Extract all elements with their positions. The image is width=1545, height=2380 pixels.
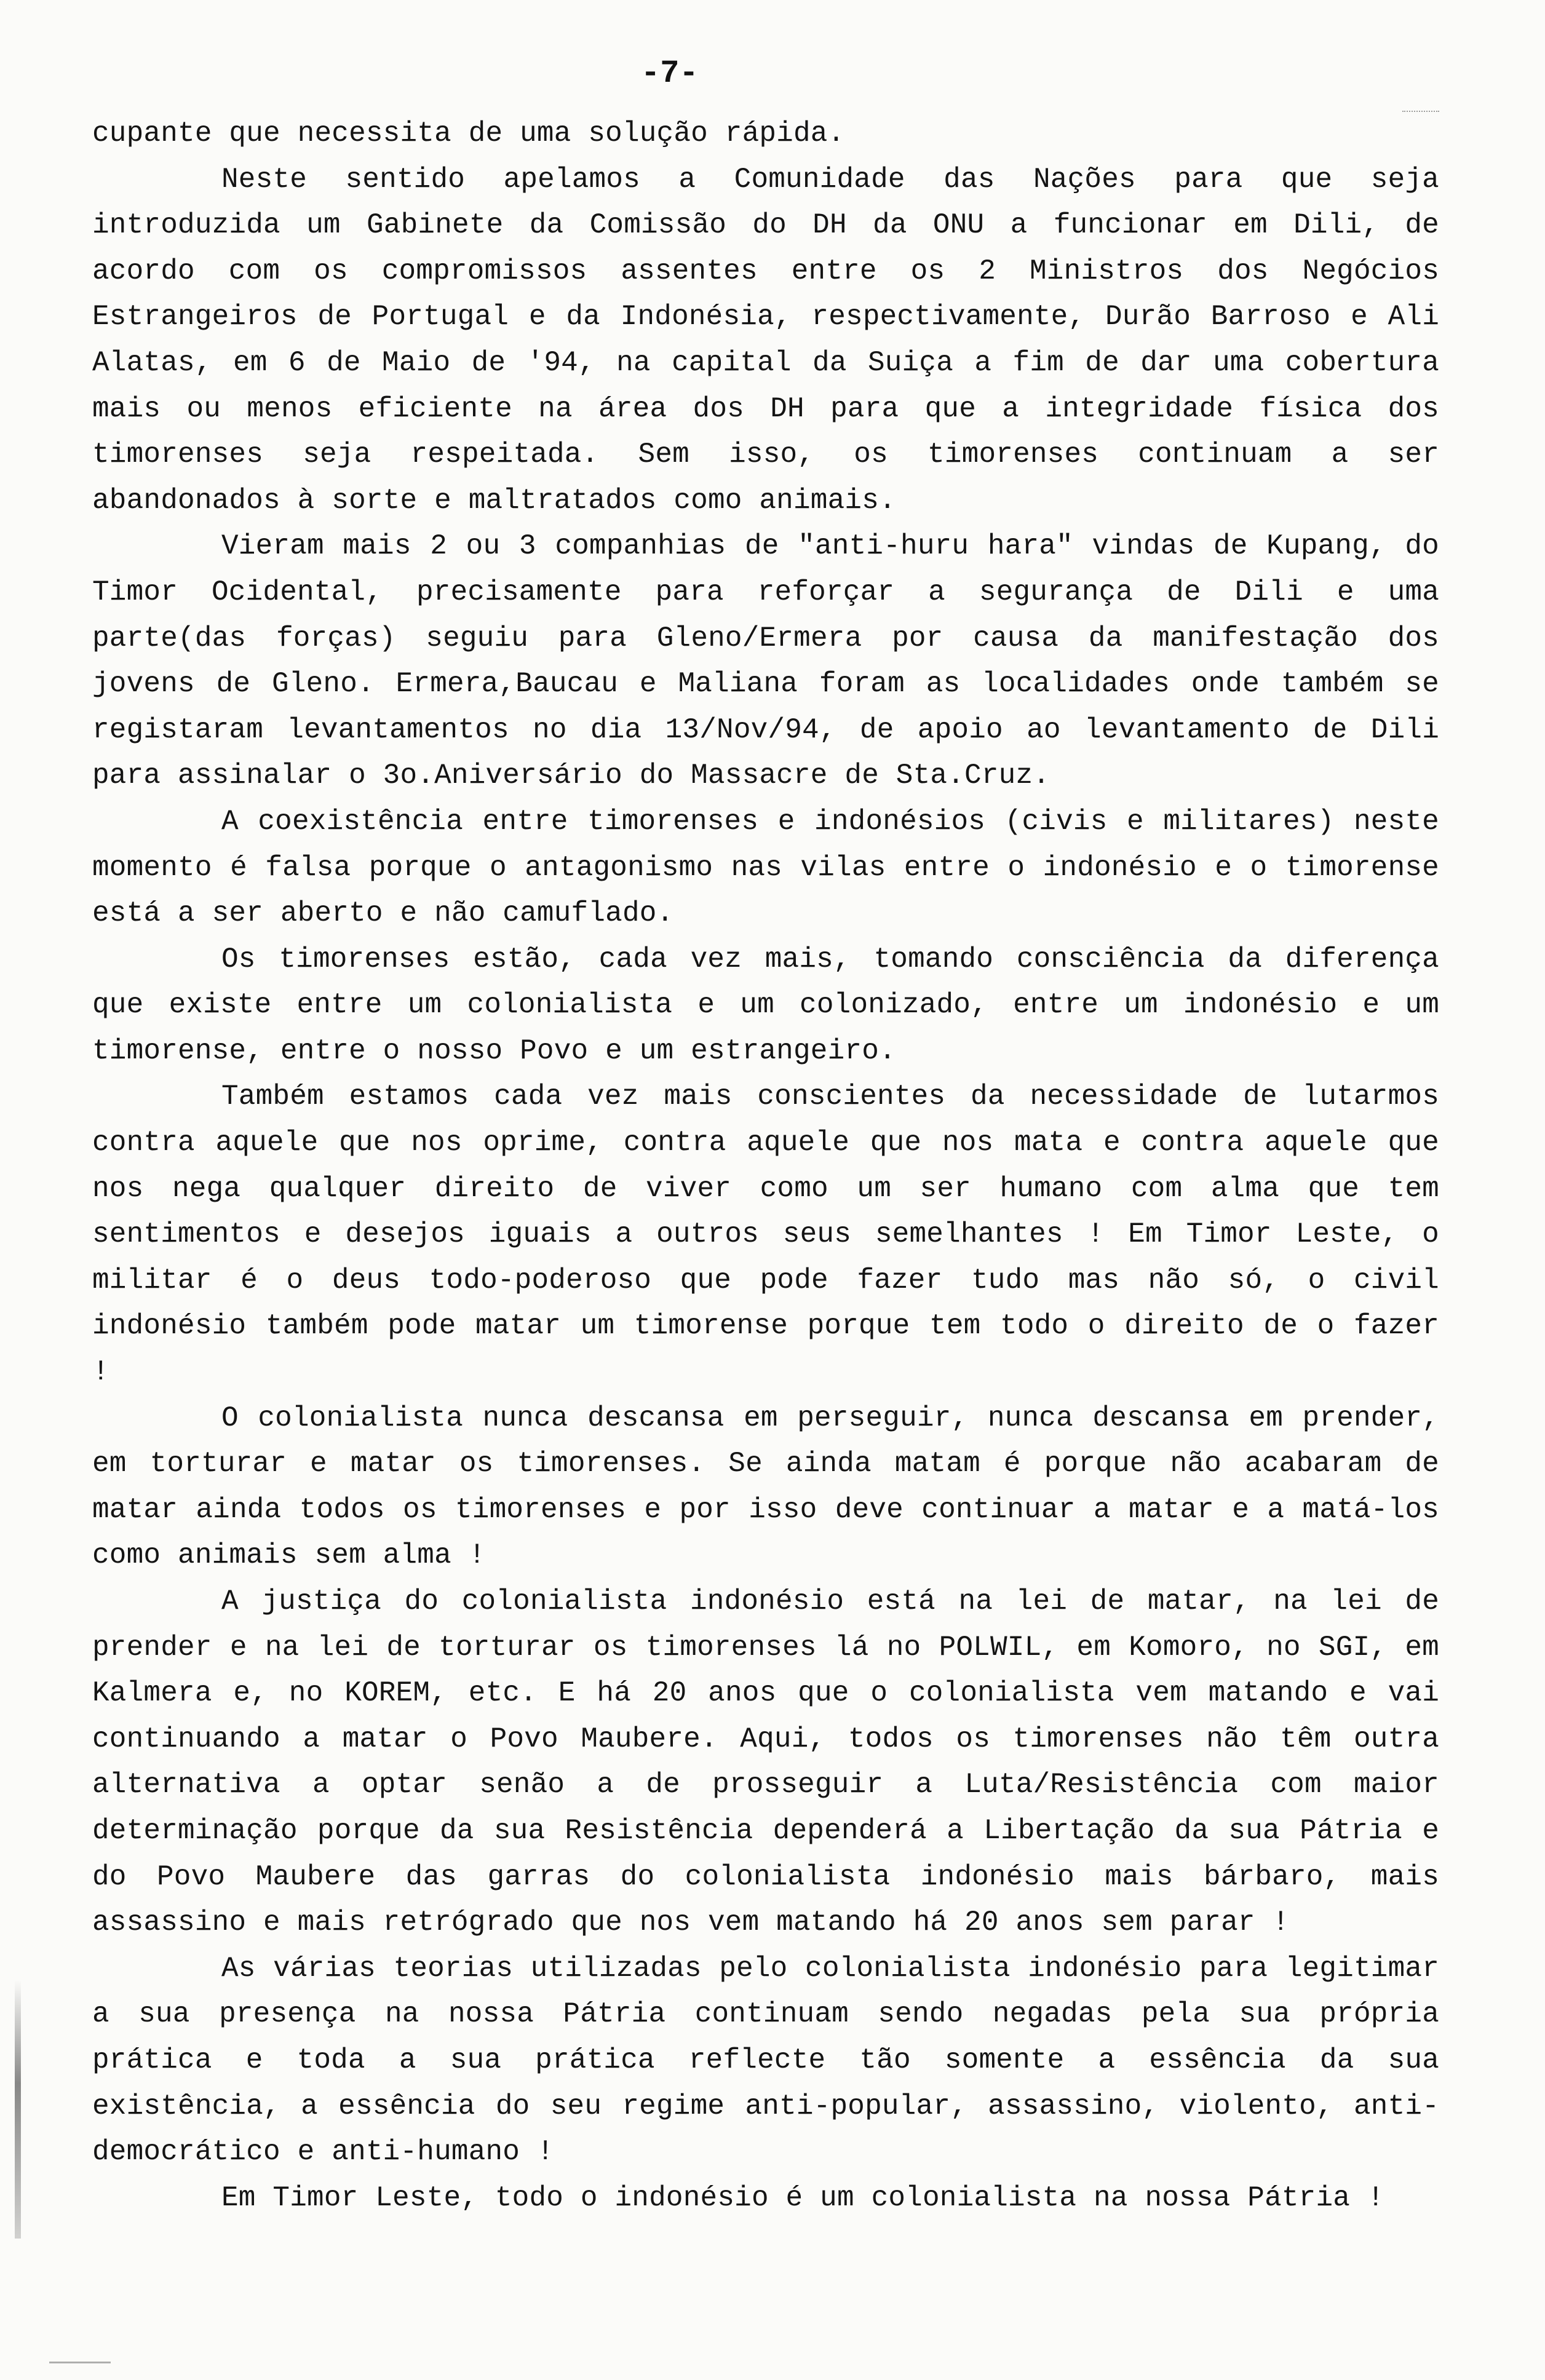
page-number: -7- xyxy=(641,55,699,92)
body-text xyxy=(92,111,1439,2221)
scan-artifact xyxy=(15,1980,21,2239)
paragraph: Em Timor Leste, todo o indonésio é um colonialista na nossa Pátria ! xyxy=(221,2181,1384,2214)
paragraph: O colonialista nunca descansa em perseguir, nunca descansa em prender, em torturar e matar os timorenses. Se ainda matam é porque não acabaram de matar ainda todos os timorenses e por isso deve continuar a matar e a matá-los como animais sem alma ! xyxy=(92,1402,1439,1572)
paragraph: Neste sentido apelamos a Comunidade das Nações para que seja introduzida um Gabinete da Comissão do DH da ONU a funcionar em Dili, de acordo com os compromissos assentes entre os 2 Ministros dos Negócios Estrangeiros de Portugal e da Indonésia, respectivamente, Durão Barroso e Ali Alatas, em 6 de Maio de '94, na capital da Suiça a fim de dar uma cobertura mais ou menos eficiente na área dos DH para que a integridade física dos timorenses seja respeitada. Sem isso, os timorenses continuam a ser abandonados à sorte e maltratados como animais. xyxy=(92,163,1439,517)
paragraph: Os timorenses estão, cada vez mais, tomando consciência da diferença que existe entre um colonialista e um colonizado, entre um indonésio e um timorense, entre o nosso Povo e um estrangeiro. xyxy=(92,943,1439,1067)
paragraph: A coexistência entre timorenses e indonésios (civis e militares) neste momento é falsa porque o antagonismo nas vilas entre o indonésio e o timorense está a ser aberto e não camuflado. xyxy=(92,805,1439,930)
paragraph: cupante que necessita de uma solução rápida. xyxy=(92,117,845,149)
paragraph: A justiça do colonialista indonésio está na lei de matar, na lei de prender e na lei de torturar os timorenses lá no POLWIL, em Komoro, no SGI, em Kalmera e, no KOREM, etc. E há 20 anos que o colonialista vem matando e vai continuando a matar o Povo Maubere. Aqui, todos os timorenses não têm outra alternativa a optar senão a de prosseguir a Luta/Resistência com maior determinação porque da sua Resistência dependerá a Libertação da sua Pátria e do Povo Maubere das garras do colonialista indonésio mais bárbaro, mais assassino e mais retrógrado que nos vem matando há 20 anos sem parar ! xyxy=(92,1585,1439,1939)
paragraph: As várias teorias utilizadas pelo colonialista indonésio para legitimar a sua presença na nossa Pátria continuam sendo negadas pela sua própria prática e toda a sua prática reflecte tão somente a essência da sua existência, a essência do seu regime anti-popular, assassino, violento, anti-democrático e anti-humano ! xyxy=(92,1952,1439,2168)
paragraph: Vieram mais 2 ou 3 companhias de "anti-huru hara" vindas de Kupang, do Timor Ocidental, precisamente para reforçar a segurança de Dili e uma parte(das forças) seguiu para Gleno/Ermera por causa da manifestação dos jovens de Gleno. Ermera,Baucau e Maliana foram as localidades onde também se registaram levantamentos no dia 13/Nov/94, de apoio ao levantamento de Dili para assinalar o 3o.Aniversário do Massacre de Sta.Cruz. xyxy=(92,530,1439,792)
scan-artifact xyxy=(49,2362,111,2363)
paragraph: Também estamos cada vez mais conscientes da necessidade de lutarmos contra aquele que nos oprime, contra aquele que nos mata e contra aquele que nos nega qualquer direito de viver como um ser humano com alma que tem sentimentos e desejos iguais a outros seus semelhantes ! Em Timor Leste, o militar é o deus todo-poderoso que pode fazer tudo mas não só, o civil indonésio também pode matar um timorense porque tem todo o direito de o fazer ! xyxy=(92,1081,1439,1389)
